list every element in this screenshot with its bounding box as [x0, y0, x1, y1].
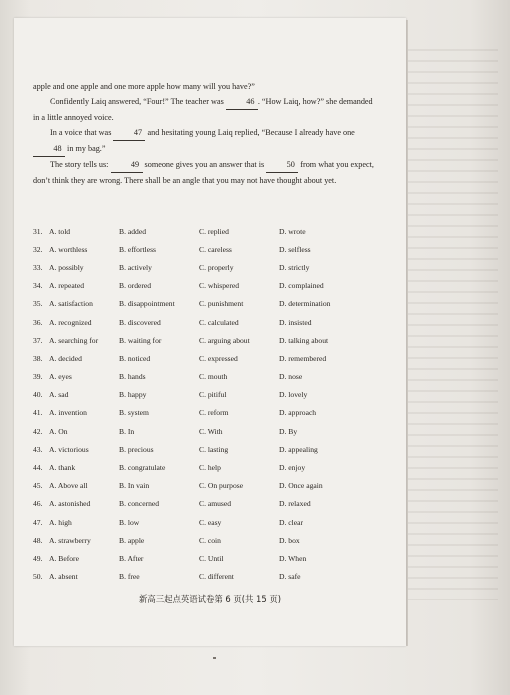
question-row: [33, 349, 383, 367]
page-footer: 新高三起点英语试卷第 6 页(共 15 页): [138, 594, 282, 604]
option-b: B. After: [119, 553, 144, 563]
option-d: D. selfless: [279, 244, 311, 254]
option-b: B. noticed: [119, 353, 151, 363]
option-c: C. Until: [199, 553, 224, 563]
question-number: 42.: [33, 426, 43, 436]
option-b: B. ordered: [119, 281, 152, 291]
question-number: 48.: [33, 535, 43, 545]
question-row: [33, 477, 383, 495]
question-row: [33, 277, 383, 295]
option-b: B. actively: [119, 262, 152, 272]
question-row: [33, 258, 383, 276]
question-number: 39.: [33, 372, 43, 382]
question-row: [33, 295, 383, 313]
option-c: C. reform: [199, 408, 229, 418]
option-a: A. invention: [49, 408, 87, 418]
question-row: [33, 495, 383, 513]
question-number: 47.: [33, 517, 43, 527]
passage-paragraph-2: [33, 94, 378, 125]
answer-options-grid: [33, 222, 383, 586]
option-d: D. enjoy: [279, 463, 306, 473]
paragraph-3-text-c: in my bag.”: [67, 144, 106, 153]
option-b: B. disappointment: [119, 299, 175, 309]
option-b: B. In vain: [119, 481, 150, 491]
option-d: D. relaxed: [279, 499, 311, 509]
option-d: D. strictly: [279, 262, 310, 272]
question-number: 50.: [33, 572, 43, 582]
option-a: A. astonished: [49, 499, 91, 509]
option-b: B. happy: [119, 390, 147, 400]
paragraph-2-text-a: Confidently Laiq answered, “Four!” The teacher was: [50, 97, 224, 106]
option-b: B. In: [119, 426, 135, 436]
option-b: B. concerned: [119, 499, 160, 509]
option-c: C. replied: [199, 226, 229, 236]
option-d: D. nose: [279, 372, 303, 382]
paragraph-3-text-b: and hesitating young Laiq replied, “Because I already have one: [147, 128, 355, 137]
option-a: A. strawberry: [49, 535, 91, 545]
option-c: C. expressed: [199, 353, 238, 363]
question-number: 46.: [33, 499, 43, 509]
question-row: [33, 458, 383, 476]
option-a: A. high: [49, 517, 72, 527]
option-d: D. complained: [279, 281, 324, 291]
option-a: A. decided: [49, 353, 82, 363]
option-d: D. Once again: [279, 481, 323, 491]
option-d: D. approach: [279, 408, 317, 418]
option-b: B. waiting for: [119, 335, 162, 345]
question-number: 38.: [33, 353, 43, 363]
option-a: A. repeated: [49, 281, 84, 291]
option-a: A. Above all: [49, 481, 88, 491]
question-row: [33, 513, 383, 531]
option-a: A. searching for: [49, 335, 99, 345]
option-a: A. thank: [49, 463, 76, 473]
option-b: B. system: [119, 408, 149, 418]
question-row: [33, 549, 383, 567]
passage-line-1: apple and one apple and one more apple how many will you have?”: [33, 82, 255, 91]
question-number: 43.: [33, 444, 43, 454]
question-number: 31.: [33, 226, 43, 236]
question-number: 33.: [33, 262, 43, 272]
option-a: A. told: [49, 226, 71, 236]
option-b: B. effortless: [119, 244, 156, 254]
question-number: 41.: [33, 408, 43, 418]
question-number: 49.: [33, 553, 43, 563]
option-c: C. different: [199, 572, 234, 582]
bleed-through-shadow: [408, 40, 498, 600]
option-a: A. eyes: [49, 372, 72, 382]
option-c: C. pitiful: [199, 390, 227, 400]
blank-50: 50: [266, 157, 298, 173]
option-c: C. lasting: [199, 444, 229, 454]
paper-edge: [406, 20, 408, 646]
option-b: B. precious: [119, 444, 154, 454]
option-c: C. arguing about: [199, 335, 250, 345]
question-number: 37.: [33, 335, 43, 345]
blank-47: 47: [113, 125, 145, 141]
option-c: C. mouth: [199, 372, 228, 382]
option-d: D. insisted: [279, 317, 312, 327]
option-c: C. help: [199, 463, 221, 473]
option-b: B. low: [119, 517, 140, 527]
question-row: [33, 240, 383, 258]
option-d: D. appealing: [279, 444, 318, 454]
passage-paragraph-3: [33, 125, 378, 157]
option-d: D. By: [279, 426, 298, 436]
question-row: [33, 568, 383, 586]
option-c: C. coin: [199, 535, 221, 545]
option-c: C. calculated: [199, 317, 239, 327]
question-row: [33, 440, 383, 458]
option-a: A. worthless: [49, 244, 88, 254]
blank-48: 48: [33, 141, 65, 157]
option-c: C. careless: [199, 244, 232, 254]
option-c: C. whispered: [199, 281, 240, 291]
question-row: [33, 531, 383, 549]
paragraph-2-text-b: . “How Laiq, how?” she demanded in a little annoyed voice.: [33, 97, 373, 122]
option-b: B. apple: [119, 535, 145, 545]
question-number: 45.: [33, 481, 43, 491]
option-a: A. sad: [49, 390, 69, 400]
option-c: C. With: [199, 426, 223, 436]
option-d: D. When: [279, 553, 307, 563]
cloze-passage: [33, 79, 378, 188]
option-a: A. absent: [49, 572, 78, 582]
option-b: B. discovered: [119, 317, 161, 327]
blank-46: 46: [226, 94, 258, 110]
paragraph-4-text-c: from what you expect, don’t think they are wrong. There shall be an angle that you may not have thought about yet.: [33, 160, 374, 185]
question-number: 35.: [33, 299, 43, 309]
option-a: A. Before: [49, 553, 79, 563]
question-row: [33, 422, 383, 440]
question-number: 34.: [33, 281, 43, 291]
question-row: [33, 313, 383, 331]
option-a: A. satisfaction: [49, 299, 93, 309]
option-a: A. On: [49, 426, 68, 436]
blank-49: 49: [111, 157, 143, 173]
paragraph-4-text-b: someone gives you an answer that is: [144, 160, 265, 169]
option-c: C. amused: [199, 499, 232, 509]
option-b: B. free: [119, 572, 140, 582]
question-row: [33, 368, 383, 386]
question-number: 40.: [33, 390, 43, 400]
option-a: A. possibly: [49, 262, 84, 272]
question-number: 36.: [33, 317, 43, 327]
option-b: B. added: [119, 226, 146, 236]
option-a: A. recognized: [49, 317, 92, 327]
option-d: D. determination: [279, 299, 331, 309]
option-d: D. lovely: [279, 390, 308, 400]
question-number: 32.: [33, 244, 43, 254]
question-row: [33, 386, 383, 404]
paragraph-4-text-a: The story tells us:: [50, 160, 109, 169]
option-d: D. talking about: [279, 335, 329, 345]
option-b: B. congratulate: [119, 463, 166, 473]
question-row: [33, 222, 383, 240]
option-c: C. easy: [199, 517, 222, 527]
option-c: C. On purpose: [199, 481, 244, 491]
scan-speck: [213, 657, 216, 659]
question-row: [33, 404, 383, 422]
option-d: D. safe: [279, 572, 301, 582]
passage-paragraph-4: [33, 157, 378, 188]
option-d: D. box: [279, 535, 300, 545]
option-d: D. remembered: [279, 353, 327, 363]
option-d: D. wrote: [279, 226, 306, 236]
paragraph-3-text-a: In a voice that was: [50, 128, 112, 137]
question-row: [33, 331, 383, 349]
option-b: B. hands: [119, 372, 146, 382]
option-c: C. properly: [199, 262, 234, 272]
question-number: 44.: [33, 463, 43, 473]
option-d: D. clear: [279, 517, 304, 527]
option-a: A. victorious: [49, 444, 89, 454]
option-c: C. punishment: [199, 299, 244, 309]
